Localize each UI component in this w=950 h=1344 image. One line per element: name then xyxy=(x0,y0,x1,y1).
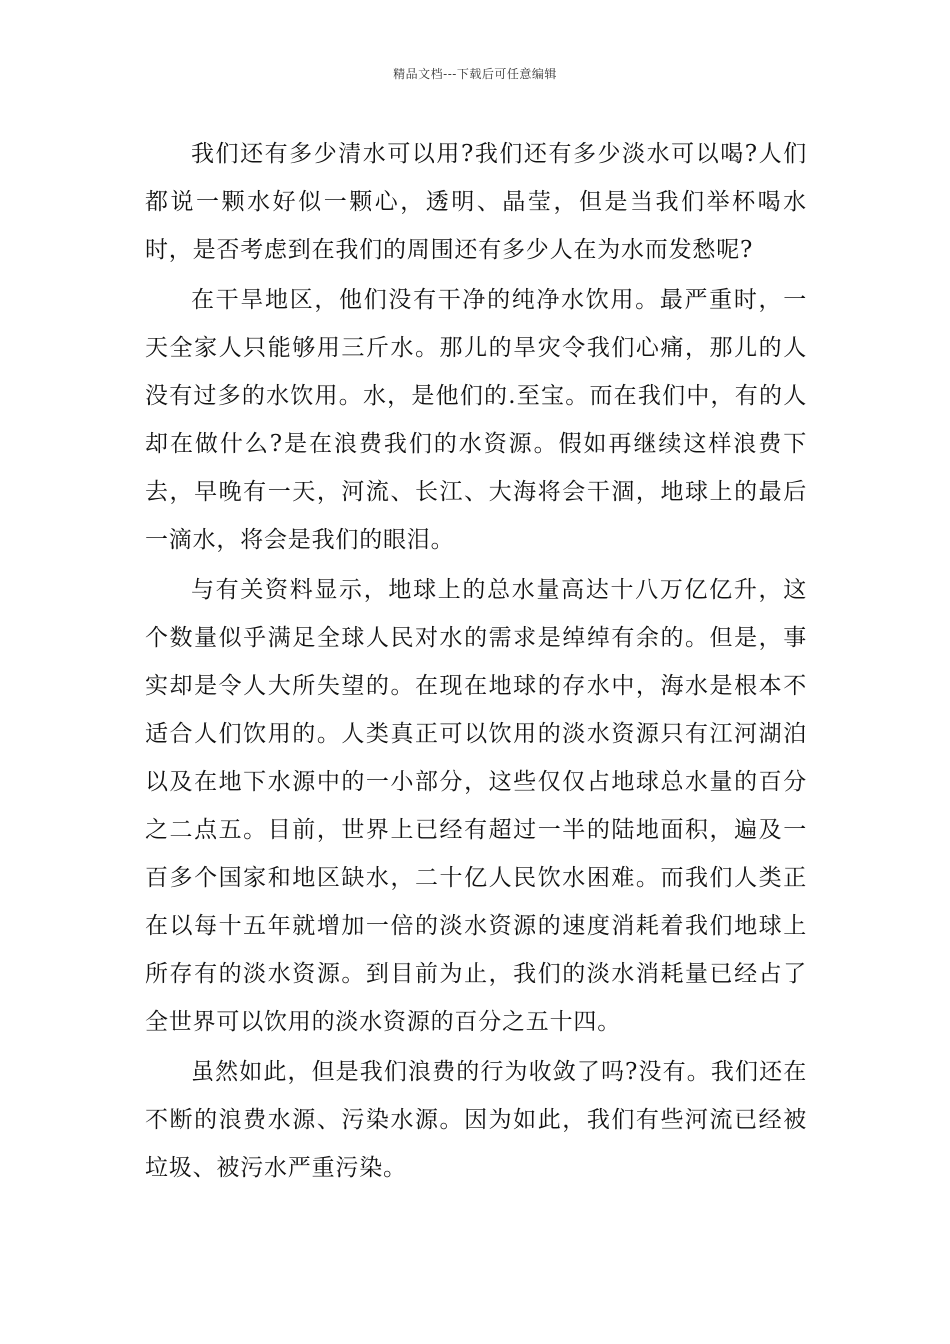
document-body xyxy=(145,130,807,1192)
paragraph-1: 我们还有多少清水可以用?我们还有多少淡水可以喝?人们都说一颗水好似一颗心，透明、晶莹，但是当我们举杯喝水时，是否考虑到在我们的周围还有多少人在为水而发愁呢? xyxy=(145,141,807,263)
paragraph-2: 在干旱地区，他们没有干净的纯净水饮用。最严重时，一天全家人只能够用三斤水。那儿的旱灾令我们心痛，那儿的人没有过多的水饮用。水，是他们的.至宝。而在我们中，有的人却在做什么?是在浪费我们的水资源。假如再继续这样浪费下去，早晚有一天，河流、长江、大海将会干涸，地球上的最后一滴水，将会是我们的眼泪。 xyxy=(145,287,807,553)
paragraph-3: 与有关资料显示，地球上的总水量高达十八万亿亿升，这个数量似乎满足全球人民对水的需求是绰绰有余的。但是，事实却是令人大所失望的。在现在地球的存水中，海水是根本不适合人们饮用的。人类真正可以饮用的淡水资源只有江河湖泊以及在地下水源中的一小部分，这些仅仅占地球总水量的百分之二点五。目前，世界上已经有超过一半的陆地面积，遍及一百多个国家和地区缺水，二十亿人民饮水困难。而我们人类正在以每十五年就增加一倍的淡水资源的速度消耗着我们地球上所存有的淡水资源。到目前为止，我们的淡水消耗量已经占了全世界可以饮用的淡水资源的百分之五十四。 xyxy=(145,577,807,1035)
page-header: 精品文档---下载后可任意编辑 xyxy=(393,67,557,81)
paragraph-4: 虽然如此，但是我们浪费的行为收敛了吗?没有。我们还在不断的浪费水源、污染水源。因为如此，我们有些河流已经被垃圾、被污水严重污染。 xyxy=(145,1059,807,1181)
